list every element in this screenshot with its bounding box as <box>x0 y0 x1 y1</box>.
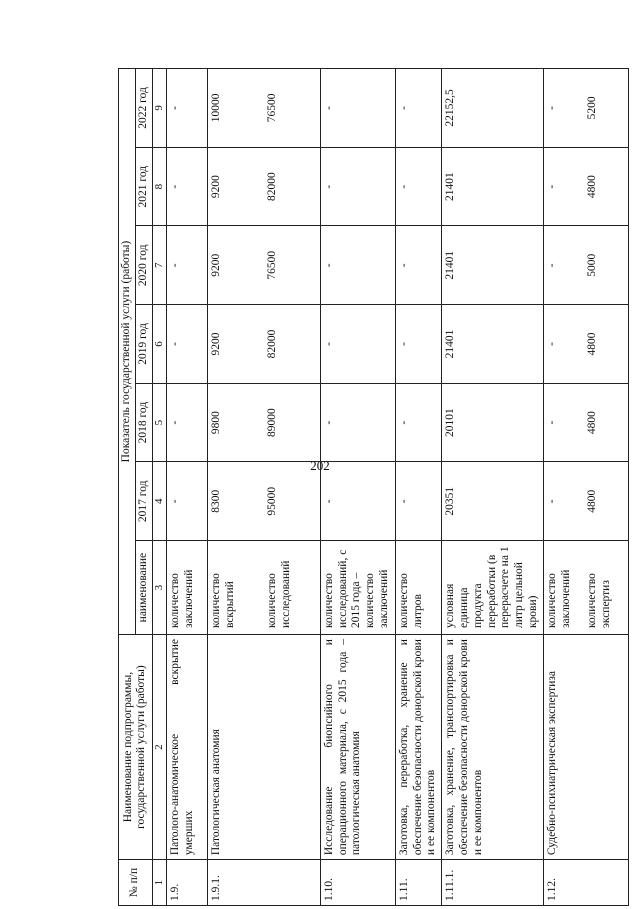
header-year: 2017 год <box>135 462 152 541</box>
value-cell: - <box>543 69 584 148</box>
value-cell: - <box>395 226 441 305</box>
header-year: 2019 год <box>135 305 152 384</box>
col-number: 8 <box>152 147 166 226</box>
indicator-name: количество литров <box>395 541 441 635</box>
value-cell: 4800 <box>584 147 629 226</box>
value-cell: 8300 <box>207 462 264 541</box>
value-cell: - <box>320 147 395 226</box>
value-cell: - <box>543 147 584 226</box>
indicator-name: количество экспертиз <box>584 541 629 635</box>
value-cell: 95000 <box>264 462 321 541</box>
service-name: Судебно-психиатрическая экспертиза <box>543 635 628 860</box>
service-name: Заготовка, хранение, транспортировка и обеспечение безопасности донорской крови и ее компонентов <box>442 635 544 860</box>
value-cell: 21401 <box>442 226 544 305</box>
value-cell: - <box>395 147 441 226</box>
row-number: 1.11.1. <box>442 860 544 906</box>
col-number: 7 <box>152 226 166 305</box>
rotated-table-area <box>118 68 612 906</box>
table-row <box>442 69 544 906</box>
header-name: Наименование подпрограммы, государственной услуги (работы) <box>119 635 153 860</box>
value-cell: - <box>166 226 207 305</box>
row-number: 1.9. <box>166 860 207 906</box>
value-cell: - <box>395 305 441 384</box>
indicator-name: количество заключений <box>166 541 207 635</box>
value-cell: - <box>166 69 207 148</box>
value-cell: 82000 <box>264 147 321 226</box>
value-cell: - <box>395 462 441 541</box>
value-cell: 9800 <box>207 383 264 462</box>
row-number: 1.9.1. <box>207 860 320 906</box>
value-cell: - <box>166 462 207 541</box>
value-cell: - <box>543 462 584 541</box>
value-cell: 21401 <box>442 305 544 384</box>
header-group: Показатель государственной услуги (работы) <box>119 69 136 635</box>
service-name: Патологическая анатомия <box>207 635 320 860</box>
header-no: № п/п <box>119 860 153 906</box>
col-number: 4 <box>152 462 166 541</box>
value-cell: 4800 <box>584 305 629 384</box>
header-year: 2022 год <box>135 69 152 148</box>
col-number: 5 <box>152 383 166 462</box>
value-cell: - <box>395 383 441 462</box>
page-number: 202 <box>310 458 330 473</box>
header-indicator: наименование <box>135 541 152 635</box>
col-number: 6 <box>152 305 166 384</box>
value-cell: - <box>320 383 395 462</box>
row-number: 1.11. <box>395 860 441 906</box>
col-number: 3 <box>152 541 166 635</box>
value-cell: - <box>166 305 207 384</box>
table-row <box>207 69 264 906</box>
indicator-name: количество вскрытий <box>207 541 264 635</box>
value-cell: 22152,5 <box>442 69 544 148</box>
table-row <box>543 69 584 906</box>
row-number: 1.10. <box>320 860 395 906</box>
value-cell: 20351 <box>442 462 544 541</box>
value-cell: - <box>395 69 441 148</box>
service-name: Заготовка, переработка, хранение и обеспечение безопасности донорской крови и ее компонентов <box>395 635 441 860</box>
services-table <box>118 68 629 906</box>
header-year: 2021 год <box>135 147 152 226</box>
value-cell: - <box>543 383 584 462</box>
row-number: 1.12. <box>543 860 628 906</box>
value-cell: 76500 <box>264 226 321 305</box>
table-row <box>395 69 441 906</box>
value-cell: - <box>320 305 395 384</box>
value-cell: 4800 <box>584 462 629 541</box>
table-row <box>320 69 395 906</box>
value-cell: 9200 <box>207 147 264 226</box>
value-cell: 9200 <box>207 305 264 384</box>
value-cell: 21401 <box>442 147 544 226</box>
value-cell: - <box>166 383 207 462</box>
indicator-name: количество заключений <box>543 541 584 635</box>
service-name: Патолого-анатомическое вскрытие умерших <box>166 635 207 860</box>
value-cell: 10000 <box>207 69 264 148</box>
value-cell: 5000 <box>584 226 629 305</box>
table-row <box>166 69 207 906</box>
indicator-name: количество исследований, с 2015 года – количество заключений <box>320 541 395 635</box>
value-cell: 20101 <box>442 383 544 462</box>
value-cell: 89000 <box>264 383 321 462</box>
service-name: Исследование биопсийного и операционного материала, с 2015 года – патологическая анатомия <box>320 635 395 860</box>
value-cell: - <box>320 69 395 148</box>
value-cell: 82000 <box>264 305 321 384</box>
value-cell: - <box>320 462 395 541</box>
header-year: 2018 год <box>135 383 152 462</box>
value-cell: - <box>543 305 584 384</box>
col-number: 9 <box>152 69 166 148</box>
value-cell: 76500 <box>264 69 321 148</box>
value-cell: 4800 <box>584 383 629 462</box>
indicator-name: условная единица продукта переработки (в перерасчете на 1 литр цельной крови) <box>442 541 544 635</box>
col-number: 1 <box>152 860 166 906</box>
value-cell: - <box>543 226 584 305</box>
value-cell: 5200 <box>584 69 629 148</box>
header-year: 2020 год <box>135 226 152 305</box>
value-cell: - <box>166 147 207 226</box>
value-cell: - <box>320 226 395 305</box>
col-number: 2 <box>152 635 166 860</box>
value-cell: 9200 <box>207 226 264 305</box>
indicator-name: количество исследований <box>264 541 321 635</box>
